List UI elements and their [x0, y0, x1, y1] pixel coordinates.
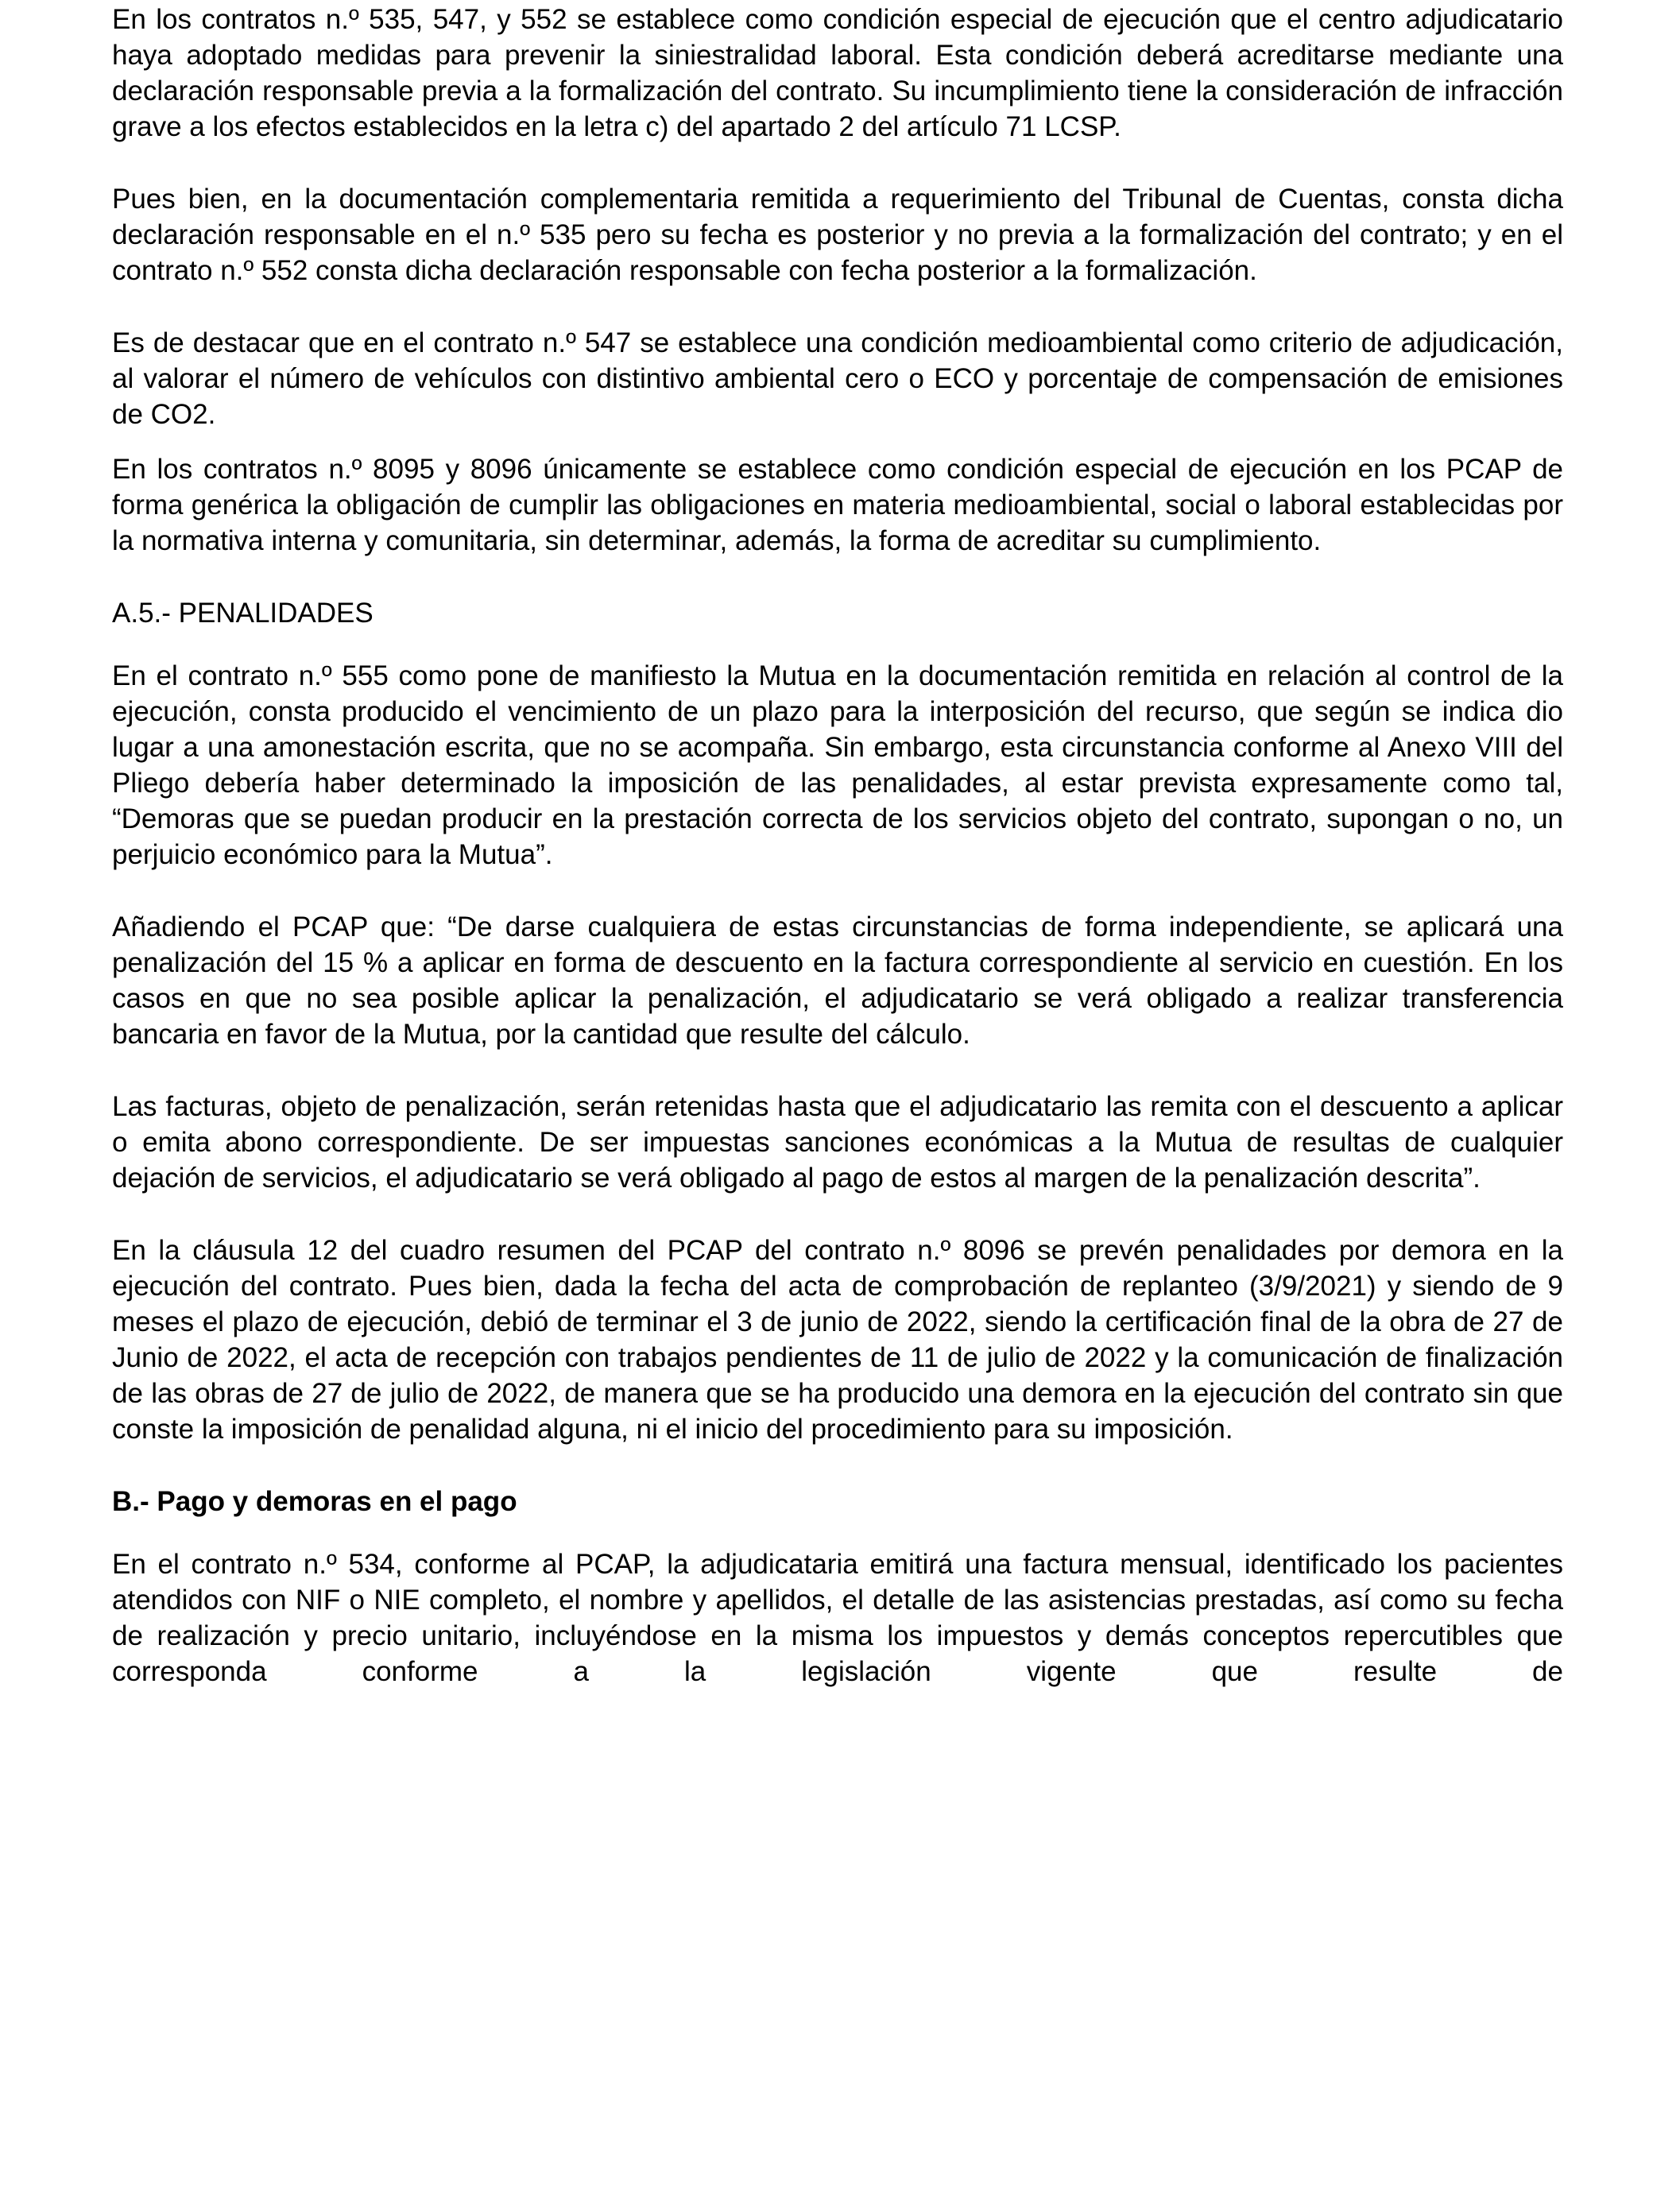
paragraph: Es de destacar que en el contrato n.º 547 se establece una condición medioambiental como criterio de adjudicación, al valorar el número de vehículos con distintivo ambiental cero o ECO y porcentaje de compensación de emisiones de CO2. [112, 327, 1563, 430]
document-page [112, 2, 1563, 1726]
paragraph: En la cláusula 12 del cuadro resumen del PCAP del contrato n.º 8096 se prevén penalidades por demora en la ejecución del contrato. Pues bien, dada la fecha del acta de comprobación de replanteo (3/9/2021) y siendo de 9 meses el plazo de ejecución, debió de terminar el 3 de junio de 2022, siendo la certificación final de la obra de 27 de Junio de 2022, el acta de recepción con trabajos pendientes de 11 de julio de 2022 y la comunicación de finalización de las obras de 27 de julio de 2022, de manera que se ha producido una demora en la ejecución del contrato sin que conste la imposición de penalidad alguna, ni el inicio del procedimiento para su imposición. [112, 1235, 1563, 1445]
paragraph: Añadiendo el PCAP que: “De darse cualquiera de estas circunstancias de forma independiente, se aplicará una penalización del 15 % a aplicar en forma de descuento en la factura correspondiente al servicio en cuestión. En los casos en que no sea posible aplicar la penalización, el adjudicatario se verá obligado a realizar transferencia bancaria en favor de la Mutua, por la cantidad que resulte del cálculo. [112, 911, 1563, 1050]
section-heading-pago: B.- Pago y demoras en el pago [112, 1486, 517, 1517]
paragraph: En los contratos n.º 8095 y 8096 únicamente se establece como condición especial de ejecución en los PCAP de forma genérica la obligación de cumplir las obligaciones en materia medioambiental, social o laboral establecidas por la normativa interna y comunitaria, sin determinar, además, la forma de acreditar su cumplimiento. [112, 454, 1563, 556]
paragraph: En los contratos n.º 535, 547, y 552 se establece como condición especial de ejecución que el centro adjudicatario haya adoptado medidas para prevenir la siniestralidad laboral. Esta condición deberá acreditarse mediante una declaración responsable previa a la formalización del contrato. Su incumplimiento tiene la consideración de infracción grave a los efectos establecidos en la letra c) del apartado 2 del artículo 71 LCSP. [112, 4, 1563, 142]
paragraph: En el contrato n.º 555 como pone de manifiesto la Mutua en la documentación remitida en relación al control de la ejecución, consta producido el vencimiento de un plazo para la interposición del recurso, que según se indica dio lugar a una amonestación escrita, que no se acompaña. Sin embargo, esta circunstancia conforme al Anexo VIII del Pliego debería haber determinado la imposición de las penalidades, al estar prevista expresamente como tal, “Demoras que se puedan producir en la prestación correcta de los servicios objeto del contrato, supongan o no, un perjuicio económico para la Mutua”. [112, 660, 1563, 870]
paragraph: Las facturas, objeto de penalización, serán retenidas hasta que el adjudicatario las remita con el descuento a aplicar o emita abono correspondiente. De ser impuestas sanciones económicas a la Mutua de resultas de cualquier dejación de servicios, el adjudicatario se verá obligado al pago de estos al margen de la penalización descrita”. [112, 1091, 1563, 1194]
paragraph: Pues bien, en la documentación complementaria remitida a requerimiento del Tribunal de Cuentas, consta dicha declaración responsable en el n.º 535 pero su fecha es posterior y no previa a la formalización del contrato; y en el contrato n.º 552 consta dicha declaración responsable con fecha posterior a la formalización. [112, 184, 1563, 286]
section-heading-penalidades: A.5.- PENALIDADES [112, 598, 374, 629]
paragraph: En el contrato n.º 534, conforme al PCAP, la adjudicataria emitirá una factura mensual, identificado los pacientes atendidos con NIF o NIE completo, el nombre y apellidos, el detalle de las asistencias prestadas, así como su fecha de realización y precio unitario, incluyéndose en la misma los impuestos y demás conceptos repercutibles que corresponda conforme a la legislación vigente que resulte de [112, 1549, 1563, 1687]
